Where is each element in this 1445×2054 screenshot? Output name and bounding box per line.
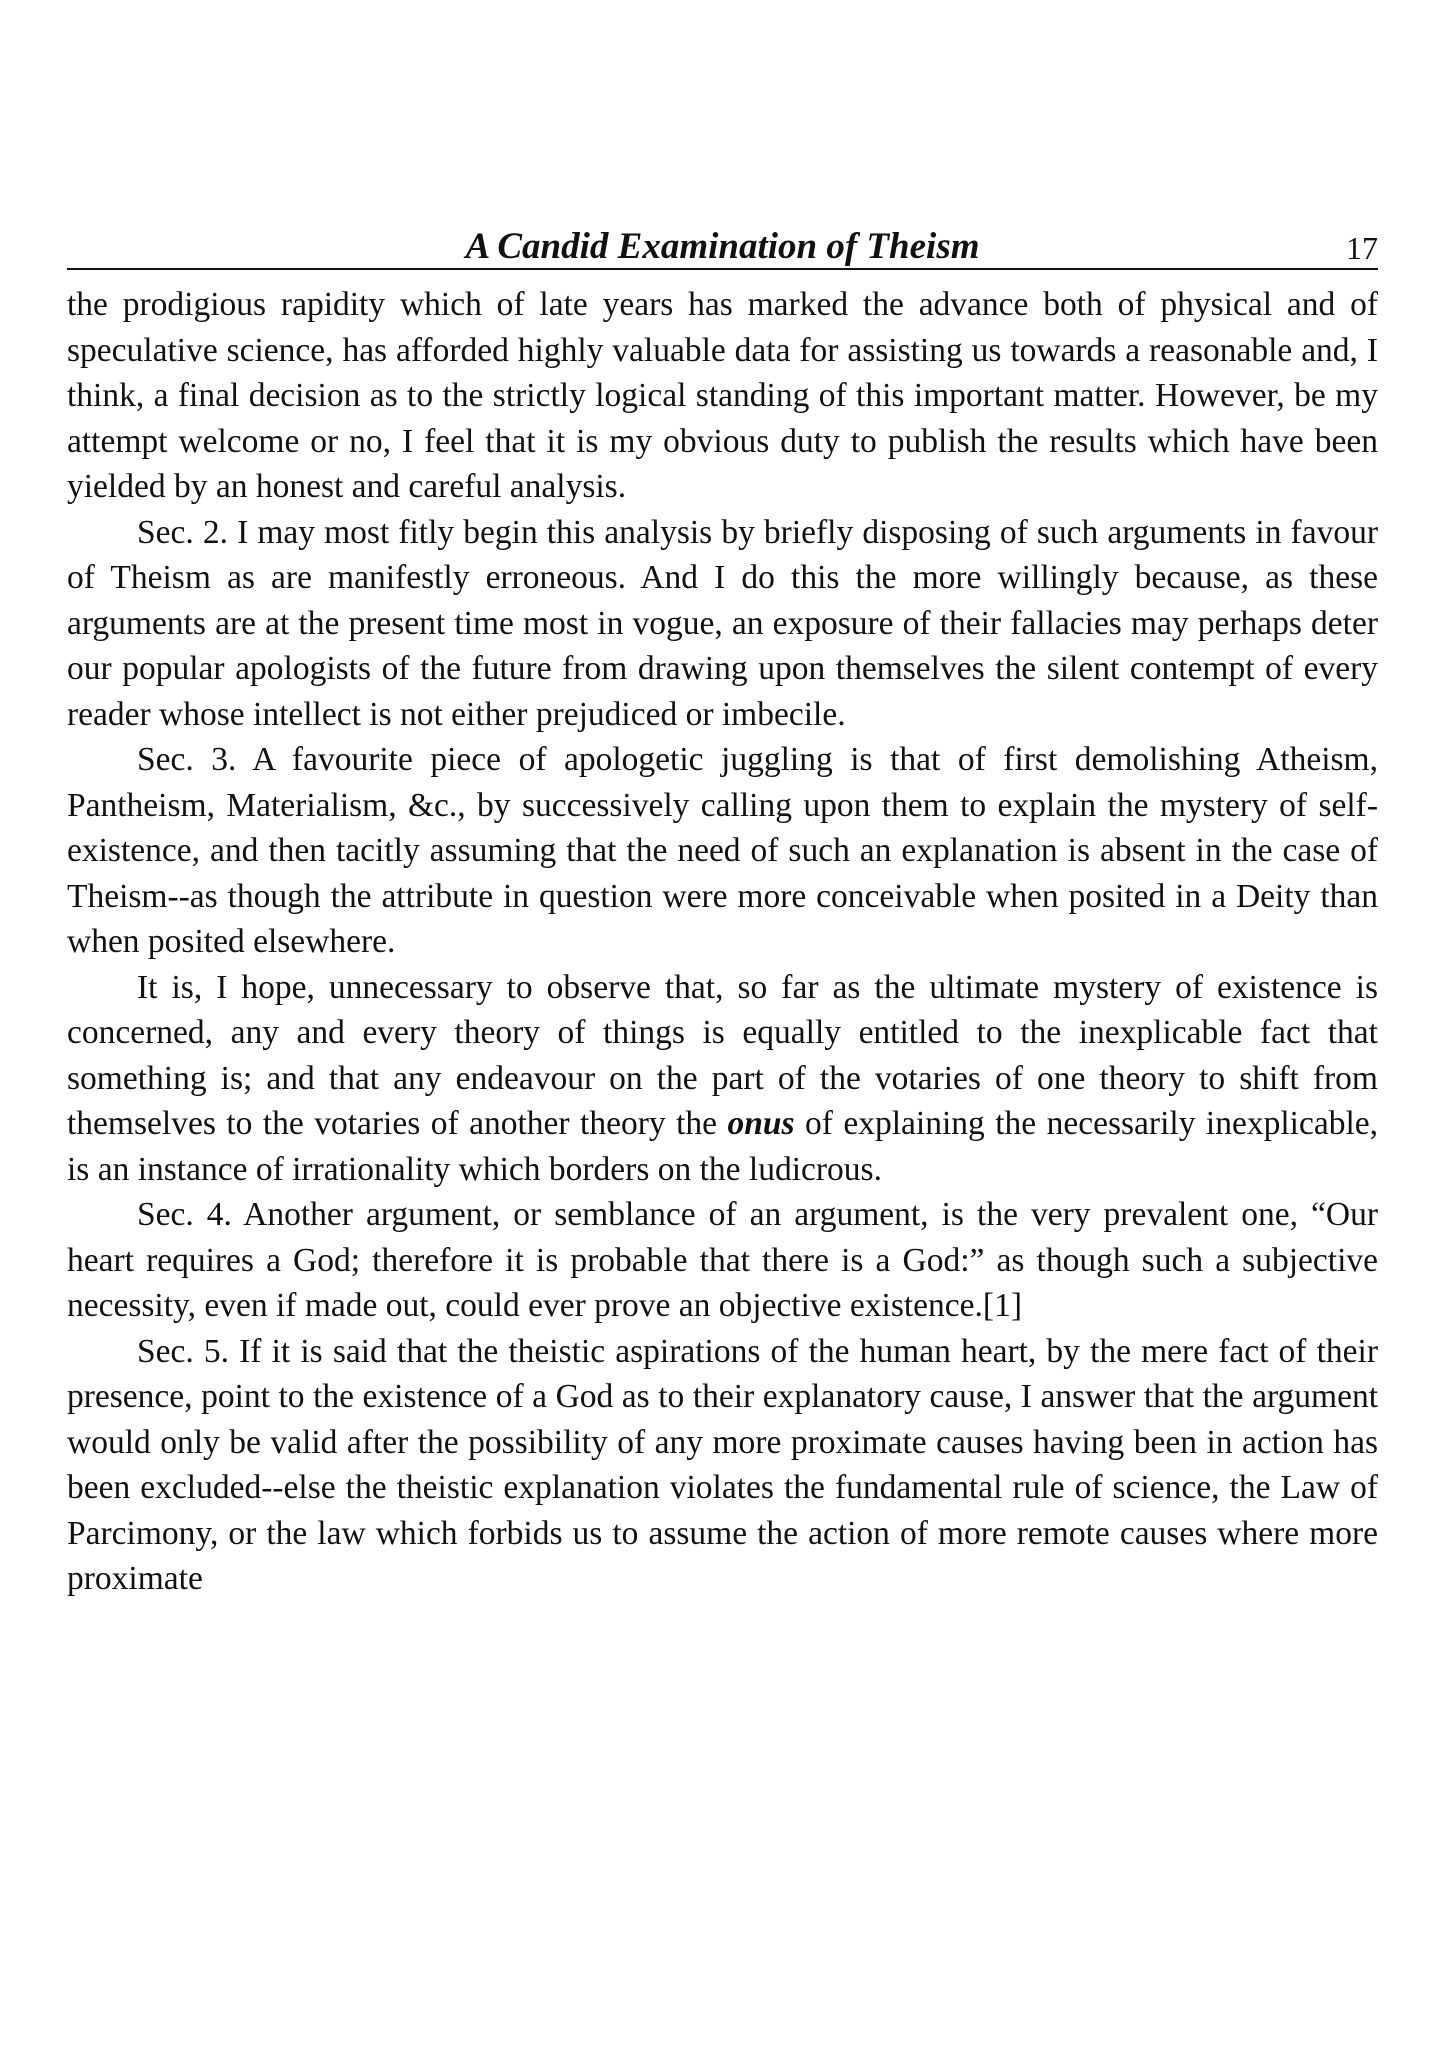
paragraph-text: of explaining the necessarily inexplicable, is an instance of irrationality which borders on the ludicrous.: [67, 1105, 1378, 1188]
paragraph-continuation: the prodigious rapidity which of late years has marked the advance both of physical and of speculative science, has afforded highly valuable data for assisting us towards a reasonable and, I think, a final decision as to the strictly logical standing of this important matter. However, be my attempt welcome or no, I feel that it is my obvious duty to publish the results which have been yielded by an honest and careful analysis.: [67, 286, 1378, 505]
running-title: A Candid Examination of Theism: [465, 226, 980, 267]
paragraph-sec-3-continued: [67, 965, 1378, 1193]
paragraph-sec-5: Sec. 5. If it is said that the theistic aspirations of the human heart, by the mere fact of their presence, point to the existence of a God as to their explanatory cause, I answer that the argument would only be valid after the possibility of any more proximate causes having been in action has been excluded--else the theistic explanation violates the fundamental rule of science, the Law of Parcimony, or the law which forbids us to assume the action of more remote causes where more proximate: [67, 1332, 1378, 1597]
body-text: [67, 282, 1378, 1602]
paragraph-sec-3: Sec. 3. A favourite piece of apologetic juggling is that of first demolishing Atheism, Pantheism, Materialism, &c., by successively calling upon them to explain the mystery of self-existence, and then tacitly assuming that the need of such an explanation is absent in the case of Theism--as though the attribute in question were more conceivable when posited in a Deity than when posited elsewhere.: [67, 741, 1378, 960]
book-page: [67, 226, 1378, 1602]
paragraph-text: It is, I hope, unnecessary to observe that, so far as the ultimate mystery of existence is concerned, any and every theory of things is equally entitled to the inexplicable fact that something is; and that any endeavour on the part of the votaries of one theory to shift from themselves to the votaries of another theory the: [67, 968, 1378, 1142]
emphasis-onus: onus: [727, 1105, 795, 1142]
page-number: 17: [1346, 230, 1378, 266]
paragraph-sec-2: Sec. 2. I may most fitly begin this analysis by briefly disposing of such arguments in favour of Theism as are manifestly erroneous. And I do this the more willingly because, as these arguments are at the present time most in vogue, an exposure of their fallacies may perhaps deter our popular apologists of the future from drawing upon themselves the silent contempt of every reader whose intellect is not either prejudiced or imbecile.: [67, 513, 1378, 733]
paragraph-sec-4: Sec. 4. Another argument, or semblance of an argument, is the very prevalent one, “Our heart requires a God; therefore it is probable that there is a God:” as though such a subjective necessity, even if made out, could ever prove an objective existence.[1]: [67, 1196, 1378, 1324]
running-header: [67, 226, 1378, 270]
